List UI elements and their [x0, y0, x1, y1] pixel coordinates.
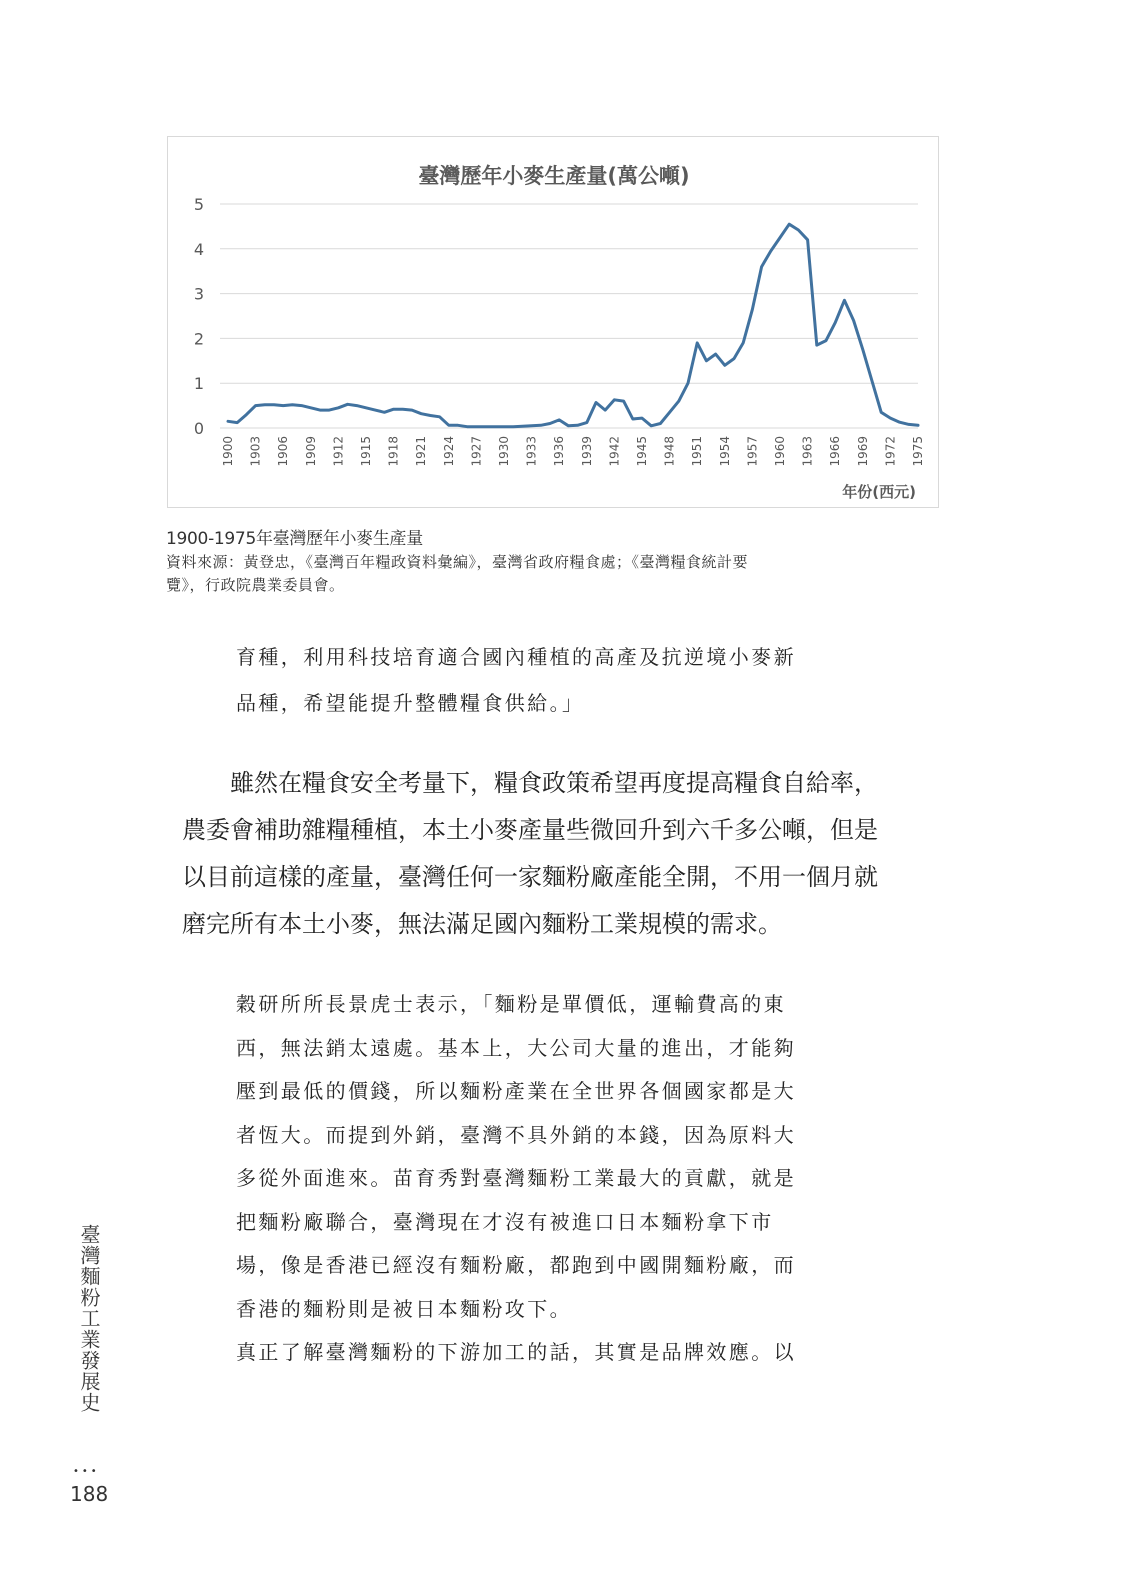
caption-source-line: 資料來源：黃登忠，《臺灣百年糧政資料彙編》，臺灣省政府糧食處；《臺灣糧食統計要 [166, 553, 749, 571]
chart-title: 臺灣歷年小麥生產量(萬公噸) [418, 164, 690, 188]
data-point [346, 403, 348, 405]
figure-caption-title: 1900-1975年臺灣歷年小麥生產量 [166, 529, 423, 549]
data-point [779, 236, 781, 238]
x-tick-label: 1942 [607, 436, 622, 467]
x-tick-label: 1927 [469, 436, 484, 467]
data-point [466, 425, 468, 427]
page-number: 188 [70, 1482, 109, 1506]
chart-svg [168, 137, 940, 509]
quote-line: 西，無法銷太遠處。基本上，大公司大量的進出，才能夠 [236, 1035, 796, 1060]
x-tick-label: 1912 [331, 436, 346, 467]
data-point [816, 344, 818, 346]
quote-line: 場，像是香港已經沒有麵粉廠，都跑到中國開麵粉廠，而 [236, 1253, 796, 1277]
quote-line: 多從外面進來。苗育秀對臺灣麵粉工業最大的貢獻，就是 [236, 1166, 796, 1190]
body-line: 雖然在糧食安全考量下，糧食政策希望再度提高糧食自給率， [182, 769, 878, 797]
data-point [696, 342, 698, 344]
data-point [714, 353, 716, 355]
data-point [586, 421, 588, 423]
data-point [273, 404, 275, 406]
series-line [228, 224, 918, 427]
figure-caption-source [166, 551, 956, 597]
data-point [724, 364, 726, 366]
body-line: 以目前這樣的產量，臺灣任何一家麵粉廠產能全開，不用一個月就 [182, 863, 878, 891]
data-point [337, 407, 339, 409]
quote-line: 真正了解臺灣麵粉的下游加工的話，其實是品牌效應。以 [236, 1340, 796, 1364]
y-tick-label: 3 [193, 284, 204, 304]
y-tick-label: 2 [193, 329, 204, 349]
quote-block-1 [236, 634, 886, 726]
x-tick-label: 1948 [662, 435, 677, 467]
data-point [843, 299, 845, 301]
data-point [825, 339, 827, 341]
data-point [806, 239, 808, 241]
data-point [834, 322, 836, 324]
x-tick-label: 1924 [441, 436, 456, 467]
data-point [429, 414, 431, 416]
body-paragraph [182, 760, 942, 948]
data-point [254, 404, 256, 406]
data-point [494, 425, 496, 427]
data-point [558, 419, 560, 421]
data-point [788, 223, 790, 225]
x-tick-label: 1930 [497, 436, 511, 467]
data-point [475, 425, 477, 427]
running-book-title: 臺灣麵粉工業發展史 [77, 1224, 101, 1413]
page-number-dots: ••• [73, 1466, 100, 1477]
x-tick-label: 1909 [303, 436, 318, 467]
y-tick-label: 0 [193, 419, 204, 438]
data-point [411, 409, 413, 411]
quote-line: 品種，希望能提升整體糧食供給。」 [236, 691, 585, 715]
data-point [889, 417, 891, 419]
quote-line: 壓到最低的價錢，所以麵粉產業在全世界各個國家都是大 [236, 1079, 796, 1103]
data-point [687, 382, 689, 384]
data-point [383, 411, 385, 413]
x-tick-label: 1969 [855, 436, 870, 467]
data-point [613, 399, 615, 401]
data-point [797, 229, 799, 231]
data-point [245, 413, 247, 415]
data-point [227, 420, 229, 422]
data-point [540, 424, 542, 426]
data-point [917, 424, 919, 426]
x-tick-label: 1966 [828, 436, 843, 467]
data-point [356, 404, 358, 406]
data-point [264, 404, 266, 406]
data-point [420, 412, 422, 414]
x-tick-label: 1951 [690, 436, 705, 467]
data-point [365, 407, 367, 409]
data-point [328, 409, 330, 411]
x-tick-label: 1903 [248, 436, 263, 467]
x-tick-label: 1972 [883, 436, 898, 467]
x-tick-label: 1900 [221, 436, 235, 467]
data-point [632, 418, 634, 420]
quote-block-2 [236, 983, 886, 1375]
data-point [392, 408, 394, 410]
data-point [668, 411, 670, 413]
data-point [678, 400, 680, 402]
data-point [705, 360, 707, 362]
data-point [852, 319, 854, 321]
data-point [310, 407, 312, 409]
body-line: 磨完所有本土小麥，無法滿足國內麵粉工業規模的需求。 [182, 910, 782, 938]
data-point [402, 408, 404, 410]
data-point [760, 266, 762, 268]
quote-line: 香港的麵粉則是被日本麵粉攻下。 [236, 1296, 572, 1321]
data-point [659, 422, 661, 424]
x-tick-label: 1960 [773, 436, 787, 467]
quote-line: 者恆大。而提到外銷，臺灣不具外銷的本錢，因為原料大 [236, 1122, 796, 1147]
y-tick-label: 1 [193, 374, 204, 394]
data-point [898, 421, 900, 423]
data-point [604, 409, 606, 411]
data-point [733, 357, 735, 359]
x-tick-label: 1975 [911, 436, 925, 467]
data-point [622, 400, 624, 402]
data-point [319, 409, 321, 411]
x-tick-label: 1945 [635, 436, 649, 467]
quote-line: 把麵粉廠聯合，臺灣現在才沒有被進口日本麵粉拿下市 [236, 1209, 774, 1234]
quote-line: 育種，利用科技培育適合國內種植的高產及抗逆境小麥新 [236, 645, 796, 669]
data-point [567, 425, 569, 427]
x-tick-label: 1957 [745, 436, 760, 467]
data-point [770, 250, 772, 252]
data-point [871, 380, 873, 382]
data-point [530, 425, 532, 427]
x-tick-label: 1963 [800, 436, 815, 467]
data-point [448, 424, 450, 426]
data-point [300, 404, 302, 406]
data-point [521, 425, 523, 427]
x-axis-label: 年份(西元) [842, 483, 916, 501]
data-point [512, 425, 514, 427]
data-point [576, 424, 578, 426]
data-point [751, 308, 753, 310]
body-line: 農委會補助雜糧種植，本土小麥產量些微回升到六千多公噸，但是 [182, 816, 878, 844]
data-point [282, 404, 284, 406]
data-point [549, 422, 551, 424]
y-tick-label: 5 [193, 195, 204, 214]
data-point [650, 425, 652, 427]
data-point [374, 409, 376, 411]
wheat-production-chart [167, 136, 939, 508]
x-tick-label: 1918 [386, 436, 401, 467]
data-point [862, 348, 864, 350]
x-tick-label: 1933 [524, 436, 539, 467]
x-tick-label: 1906 [276, 436, 291, 467]
x-tick-label: 1921 [414, 436, 429, 467]
data-point [291, 404, 293, 406]
data-point [236, 421, 238, 423]
data-point [503, 425, 505, 427]
data-point [457, 424, 459, 426]
data-point [908, 423, 910, 425]
y-tick-label: 4 [193, 239, 204, 259]
data-point [595, 401, 597, 403]
x-tick-label: 1954 [717, 436, 732, 467]
data-point [880, 411, 882, 413]
x-tick-label: 1915 [359, 436, 373, 467]
data-point [742, 342, 744, 344]
data-point [438, 416, 440, 418]
data-point [641, 417, 643, 419]
quote-line: 穀研所所長景虎士表示，「麵粉是單價低，運輸費高的東 [236, 992, 786, 1016]
caption-source-line: 覽》，行政院農業委員會。 [166, 576, 345, 594]
x-tick-label: 1939 [579, 436, 594, 467]
data-point [484, 425, 486, 427]
x-tick-label: 1936 [552, 436, 567, 467]
